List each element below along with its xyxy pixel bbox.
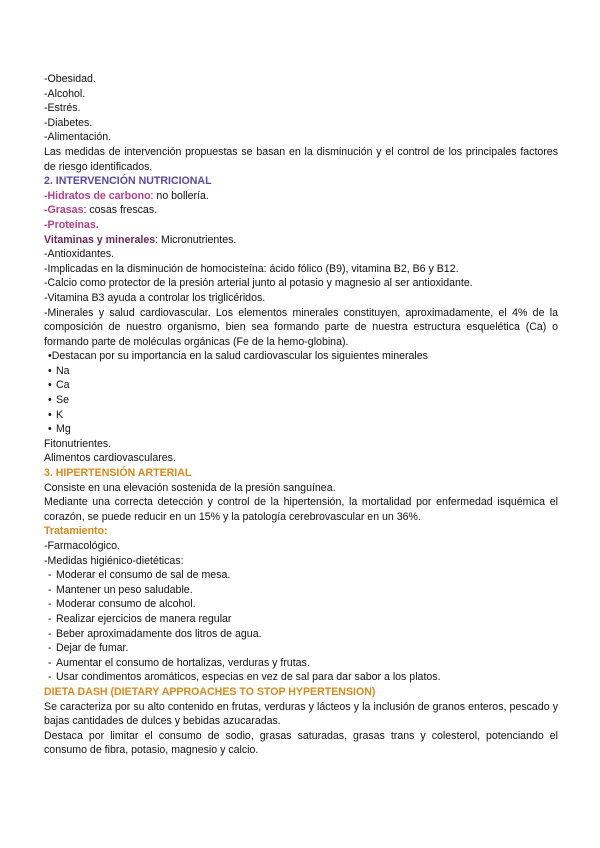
measure-item: - Realizar ejercicios de manera regular <box>48 612 232 625</box>
nutrition-line: -Implicadas en la disminución de homocisteína: ácido fólico (B9), vitamina B2, B6 y B12. <box>44 262 459 275</box>
hipertension-definition: Consiste en una elevación sostenida de la presión sanguínea. <box>44 481 336 494</box>
dash-icon: - <box>48 569 52 582</box>
medidas-line: -Medidas higiénico-dietéticas: <box>44 554 184 567</box>
measure-item: - Aumentar el consumo de hortalizas, verduras y frutas. <box>48 656 310 669</box>
dash-heading: DIETA DASH (DIETARY APPROACHES TO STOP HYPERTENSION) <box>44 685 376 698</box>
risk-factor-item: -Alcohol. <box>44 87 86 100</box>
proteinas-label: -Proteínas. <box>44 218 99 231</box>
vitaminas-label: Vitaminas y minerales <box>44 233 156 246</box>
dash-icon: - <box>48 642 52 655</box>
mineral-item: • Mg <box>48 423 71 436</box>
fitonutrientes-line: Fitonutrientes. <box>44 437 112 450</box>
measure-item: - Beber aproximadamente dos litros de agua. <box>48 627 262 640</box>
risk-factor-item: -Diabetes. <box>44 116 93 129</box>
mineral-item: • Se <box>48 394 69 407</box>
mineral-item: • K <box>48 408 64 421</box>
section-2-heading: 2. INTERVENCIÓN NUTRICIONAL <box>44 175 212 188</box>
vitaminas-line <box>44 233 558 248</box>
dash-icon: - <box>48 583 52 596</box>
bullet-icon: • <box>48 379 52 392</box>
hidratos-line <box>44 189 558 204</box>
section-3-heading: 3. HIPERTENSIÓN ARTERIAL <box>44 467 192 480</box>
risk-factor-item: -Alimentación. <box>44 131 112 144</box>
bullet-icon: • <box>48 394 52 407</box>
measure-item: - Moderar consumo de alcohol. <box>48 598 196 611</box>
farmacologico-line: -Farmacológico. <box>44 540 120 552</box>
bullet-icon: • <box>48 408 52 421</box>
nutrition-line: -Calcio como protector de la presión arterial junto al potasio y magnesio al ser antioxidante. <box>44 277 473 290</box>
grasas-line <box>44 203 558 218</box>
bullet-icon: • <box>48 423 52 436</box>
vitaminas-text: : Micronutrientes. <box>155 233 237 246</box>
hidratos-label: -Hidratos de carbono <box>44 189 151 202</box>
grasas-label: -Grasas <box>44 204 84 217</box>
bullet-icon: • <box>48 364 52 377</box>
risk-factor-item: -Estrés. <box>44 102 81 115</box>
dash-icon: - <box>48 612 52 625</box>
measure-item: - Moderar el consumo de sal de mesa. <box>48 569 231 582</box>
minerales-paragraph: -Minerales y salud cardiovascular. Los elementos minerales constituyen, aproximadamente, el 4% de la composición de nuestro organismo, bien sea formando parte de nuestra estructura esquelética (Ca) o formando parte de moléculas orgánicas (Fe de la hemo-globina). <box>44 306 558 348</box>
document-page <box>44 72 558 758</box>
measure-item: - Usar condimentos aromáticos, especias en vez de sal para dar sabor a los platos. <box>48 671 441 684</box>
dash-icon: - <box>48 598 52 611</box>
destacan-line: •Destacan por su importancia en la salud cardiovascular los siguientes minerales <box>48 350 428 363</box>
mineral-item: • Ca <box>48 379 70 392</box>
dash-paragraph: Destaca por limitar el consumo de sodio, grasas saturadas, grasas trans y colesterol, potenciando el consumo de fibra, potasio, magnesio y calcio. <box>44 729 558 757</box>
dash-icon: - <box>48 656 52 669</box>
dash-icon: - <box>48 671 52 684</box>
mineral-item: • Na <box>48 364 70 377</box>
hidratos-text: : no bollería. <box>150 189 209 202</box>
measure-item: - Dejar de fumar. <box>48 642 129 655</box>
grasas-text: : cosas frescas. <box>83 204 158 217</box>
nutrition-line: -Antioxidantes. <box>44 248 115 261</box>
tratamiento-label: Tratamiento: <box>44 525 108 538</box>
hipertension-paragraph: Mediante una correcta detección y control de la hipertensión, la mortalidad por enfermedad isquémica el corazón, se puede reducir en un 15% y la patología cerebrovascular en un 36%. <box>44 496 558 523</box>
alimentos-line: Alimentos cardiovasculares. <box>44 452 176 465</box>
intervention-paragraph: Las medidas de intervención propuestas se basan en la disminución y el control de los principales factores de riesgo identificados. <box>44 145 558 173</box>
nutrition-line: -Vitamina B3 ayuda a controlar los triglicéridos. <box>44 291 266 304</box>
dash-icon: - <box>48 627 52 640</box>
risk-factor-item: -Obesidad. <box>44 73 96 85</box>
measure-item: - Mantener un peso saludable. <box>48 583 193 596</box>
dash-paragraph: Se caracteriza por su alto contenido en frutas, verduras y lácteos y la inclusión de granos enteros, pescado y bajas cantidades de dulces y bebidas azucaradas. <box>44 700 558 728</box>
